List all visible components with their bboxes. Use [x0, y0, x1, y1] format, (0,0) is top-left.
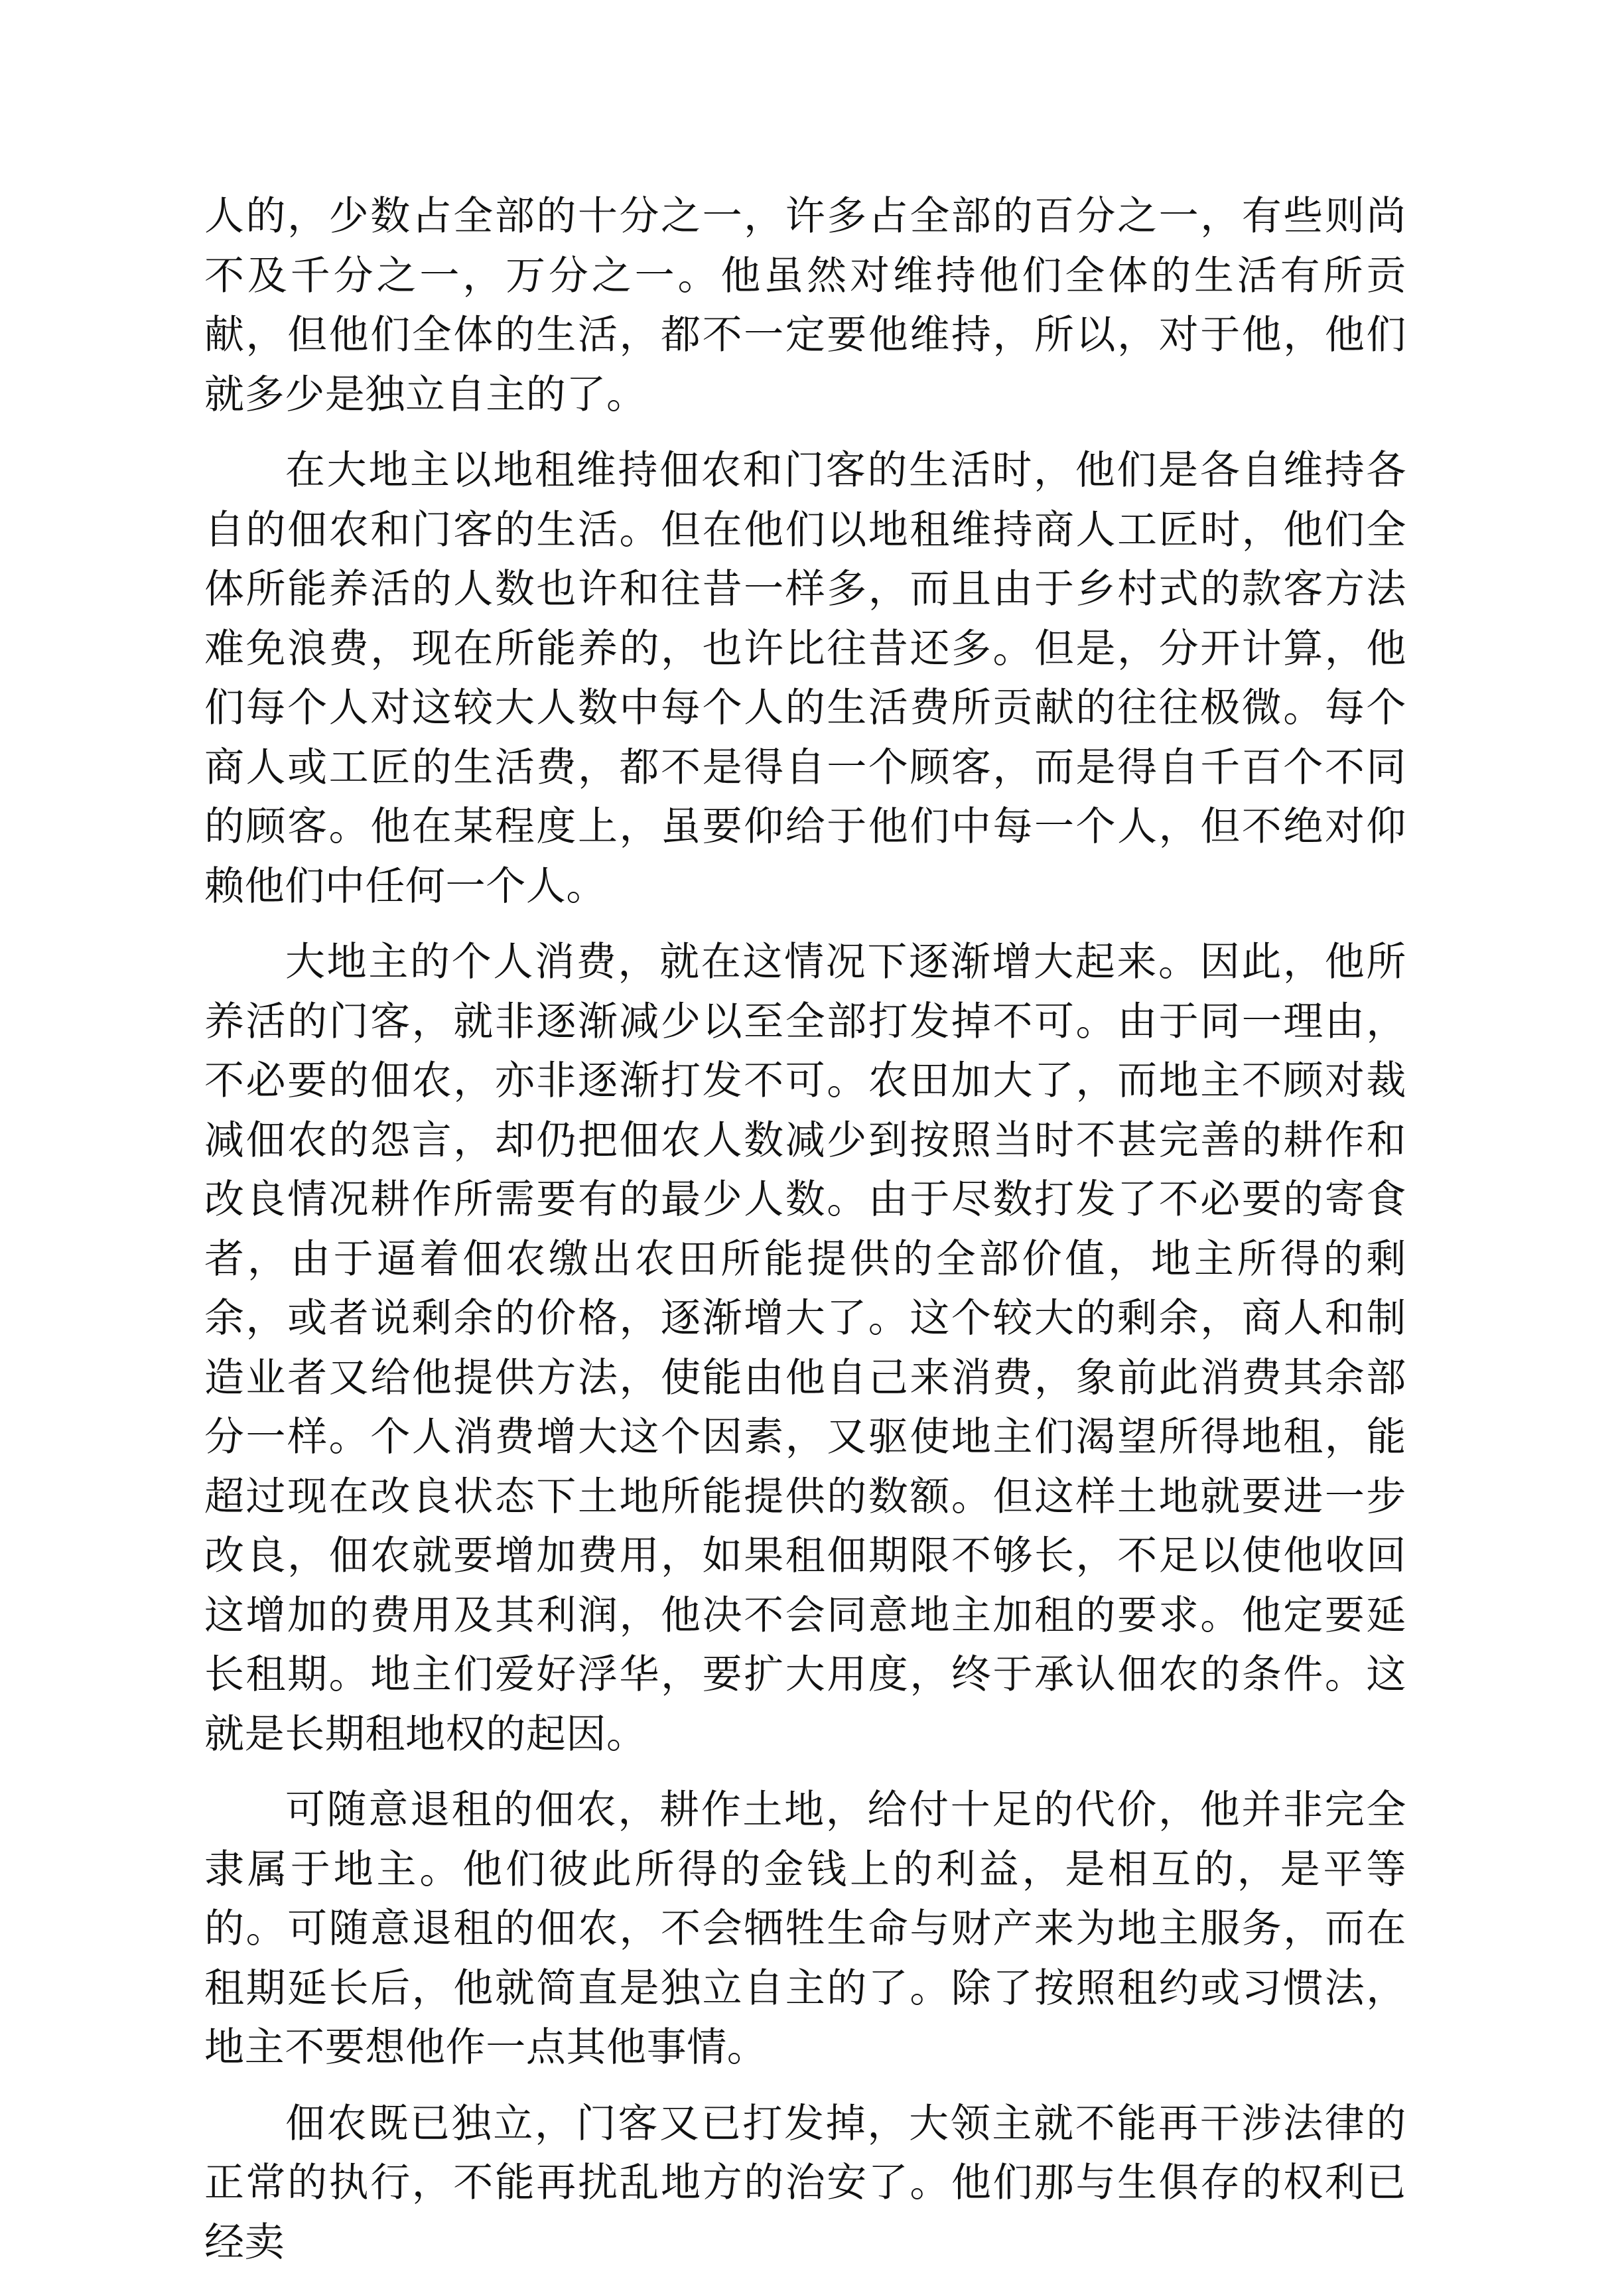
- paragraph-3: 大地主的个人消费，就在这情况下逐渐增大起来。因此，他所养活的门客，就非逐渐减少以至全部打发掉不可。由于同一理由，不必要的佃农，亦非逐渐打发不可。农田加大了，而地主不顾对裁减佃农的怨言，却仍把佃农人数减少到按照当时不甚完善的耕作和改良情况耕作所需要有的最少人数。由于尽数打发了不必要的寄食者，由于逼着佃农缴出农田所能提供的全部价值，地主所得的剩余，或者说剩余的价格，逐渐增大了。这个较大的剩余，商人和制造业者又给他提供方法，使能由他自己来消费，象前此消费其余部分一样。个人消费增大这个因素，又驱使地主们渴望所得地租，能超过现在改良状态下土地所能提供的数额。但这样土地就要进一步改良，佃农就要增加费用，如果租佃期限不够长，不足以使他收回这增加的费用及其利润，他决不会同意地主加租的要求。他定要延长租期。地主们爱好浮华，要扩大用度，终于承认佃农的条件。这就是长期租地权的起因。: [204, 939, 1406, 1758]
- paragraph-1: 人的，少数占全部的十分之一，许多占全部的百分之一，有些则尚不及千分之一，万分之一。他虽然对维持他们全体的生活有所贡献，但他们全体的生活，都不一定要他维持，所以，对于他，他们就多少是独立自主的了。: [204, 193, 1406, 418]
- paragraph-5: 佃农既已独立，门客又已打发掉，大领主就不能再干涉法律的正常的执行，不能再扰乱地方的治安了。他们那与生俱存的权利已经卖: [204, 2100, 1406, 2266]
- document-body: [204, 187, 1406, 2289]
- paragraph-2: 在大地主以地租维持佃农和门客的生活时，他们是各自维持各自的佃农和门客的生活。但在他们以地租维持商人工匠时，他们全体所能养活的人数也许和往昔一样多，而且由于乡村式的款客方法难免浪费，现在所能养的，也许比往昔还多。但是，分开计算，他们每个人对这较大人数中每个人的生活费所贡献的往往极微。每个商人或工匠的生活费，都不是得自一个顾客，而是得自千百个不同的顾客。他在某程度上，虽要仰给于他们中每一个人，但不绝对仰赖他们中任何一个人。: [204, 447, 1406, 910]
- paragraph-4: 可随意退租的佃农，耕作土地，给付十足的代价，他并非完全隶属于地主。他们彼此所得的金钱上的利益，是相互的，是平等的。可随意退租的佃农，不会牺牲生命与财产来为地主服务，而在租期延长后，他就简直是独立自主的了。除了按照租约或习惯法，地主不要想他作一点其他事情。: [204, 1787, 1406, 2071]
